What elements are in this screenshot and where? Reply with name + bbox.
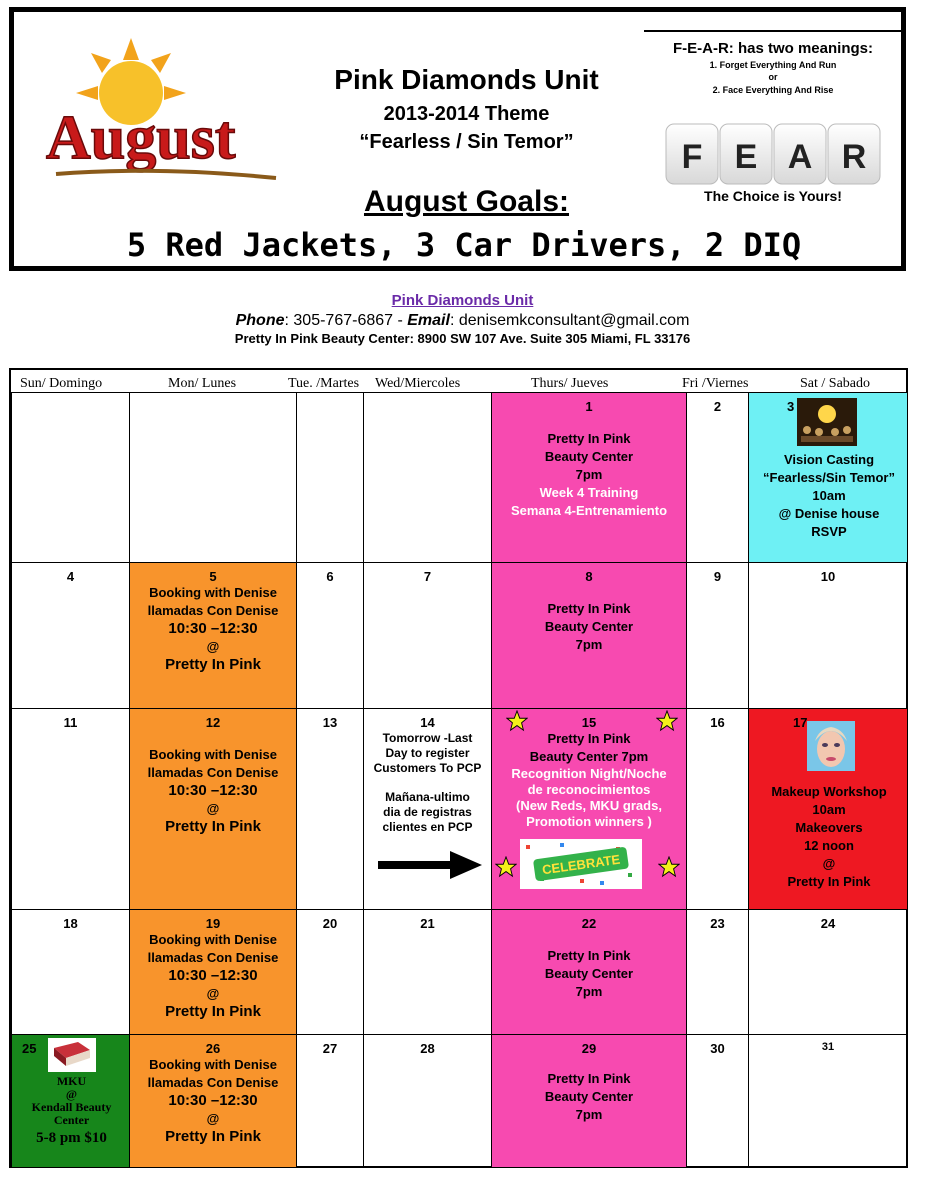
event-line: 7pm — [575, 467, 603, 482]
goals-colon: : — [559, 185, 569, 218]
event-line: Pretty In Pink — [547, 431, 631, 446]
day-number: 10 — [820, 569, 836, 584]
confetti-icon — [520, 839, 642, 889]
event-line: Week 4 Training — [539, 485, 639, 500]
event-line: @ — [206, 1111, 220, 1126]
theme-name: “Fearless / Sin Temor” — [359, 131, 574, 153]
event-line: Mañana-ultimo — [385, 790, 470, 804]
makeup-face-icon — [807, 721, 855, 771]
fear-panel — [644, 30, 902, 210]
event-line: 10:30 –12:30 — [168, 620, 258, 637]
calendar-cell-day-31[interactable] — [748, 1034, 908, 1168]
event-line: Pretty In Pink — [547, 601, 631, 616]
celebrate-banner — [520, 839, 642, 889]
day-number: 28 — [420, 1041, 435, 1056]
event-line: Vision Casting — [783, 452, 875, 467]
event-line: Booking with Denise — [149, 585, 277, 600]
calendar-cell-empty — [129, 392, 297, 563]
event-line: @ — [822, 856, 836, 871]
calendar-cell-day-6[interactable] — [296, 562, 364, 709]
event-line: Makeup Workshop — [771, 784, 887, 799]
day-header-fri: Fri /Viernes — [682, 376, 749, 391]
event-line: Pretty In Pink — [165, 1128, 261, 1145]
event-line: 12 noon — [804, 838, 854, 853]
event-line: Booking with Denise — [149, 932, 277, 947]
day-number: 27 — [322, 1041, 338, 1056]
event-line: Pretty In Pink — [547, 948, 631, 963]
event-line: (New Reds, MKU grads, — [516, 798, 662, 813]
event-line: Pretty In Pink — [165, 818, 261, 835]
event-line: Pretty In Pink — [165, 656, 261, 673]
event-line: Pretty In Pink — [787, 874, 871, 889]
day-number: 7 — [423, 569, 432, 584]
event-line: MKU — [56, 1074, 87, 1088]
contact-unit-link[interactable]: Pink Diamonds Unit — [391, 292, 534, 309]
event-line: de reconocimientos — [527, 782, 651, 797]
event-line: 10am — [812, 802, 846, 817]
calendar-cell-day-26[interactable] — [129, 1034, 297, 1168]
event-line: Beauty Center — [544, 619, 634, 634]
email-label: Email — [407, 312, 450, 329]
fear-cube-a: A — [787, 138, 813, 176]
day-number: 13 — [322, 715, 338, 730]
day-number: 6 — [326, 569, 334, 584]
event-line: Recognition Night/Noche — [511, 766, 667, 781]
calendar-cell-day-29[interactable] — [491, 1034, 687, 1168]
calendar-cell-day-28[interactable] — [363, 1034, 492, 1168]
event-line: “Fearless/Sin Temor” — [763, 470, 895, 485]
fear-meaning-1: 1. Forget Everything And Run — [709, 60, 837, 70]
day-number: 11 — [63, 715, 78, 730]
svg-text:August: August — [46, 104, 236, 172]
calendar-cell-day-5[interactable] — [129, 562, 297, 709]
event-line: 10:30 –12:30 — [168, 967, 258, 984]
calendar-cell-day-12[interactable] — [129, 708, 297, 910]
day-number: 5 — [209, 569, 217, 584]
event-line: Beauty Center — [544, 1089, 634, 1104]
event-line: Booking with Denise — [149, 1057, 277, 1072]
event-line: Semana 4-Entrenamiento — [510, 503, 668, 518]
day-header-wed: Wed/Miercoles — [375, 376, 461, 391]
fear-choice: The Choice is Yours! — [704, 188, 842, 204]
calendar-cell-day-3[interactable] — [748, 392, 908, 563]
event-line: Center — [53, 1113, 90, 1127]
day-number: 14 — [420, 715, 435, 730]
goals-title-text: August Goals — [363, 185, 559, 218]
fear-divider — [644, 30, 902, 32]
goals-text: 5 Red Jackets, 3 Car Drivers, 2 DIQ — [126, 226, 802, 264]
fear-cube-r: R — [841, 138, 867, 176]
calendar-cell-day-1[interactable] — [491, 392, 687, 563]
day-number: 19 — [205, 916, 221, 931]
phone-label: Phone — [235, 312, 285, 329]
lightbulb-team-icon — [797, 398, 857, 446]
day-header-thu: Thurs/ Jueves — [531, 376, 609, 391]
event-line: Beauty Center — [544, 966, 634, 981]
day-number: 23 — [710, 916, 725, 931]
calendar-cell-day-7[interactable] — [363, 562, 492, 709]
event-line: Pretty In Pink — [165, 1003, 261, 1020]
calendar — [9, 368, 908, 1168]
svg-text:CELEBRATE: CELEBRATE — [541, 851, 621, 878]
calendar-cell-day-22[interactable] — [491, 909, 687, 1035]
calendar-cell-day-30[interactable] — [686, 1034, 749, 1168]
event-line: Kendall Beauty — [31, 1100, 112, 1114]
event-line: @ — [206, 801, 220, 816]
fear-title: F-E-A-R: has two meanings: — [672, 40, 873, 57]
day-number: 30 — [710, 1041, 725, 1056]
star-icon — [495, 856, 517, 878]
day-number: 16 — [710, 715, 725, 730]
event-line: 10am — [812, 488, 846, 503]
day-number: 25 — [22, 1041, 37, 1056]
event-line: Tomorrow -Last — [382, 731, 473, 745]
event-line: 7pm — [575, 1107, 603, 1122]
calendar-cell-day-23[interactable] — [686, 909, 749, 1035]
event-line: Promotion winners ) — [526, 814, 652, 829]
august-logo-sun-icon — [36, 38, 306, 198]
event-line: 7pm — [575, 984, 603, 999]
day-number: 20 — [322, 916, 338, 931]
star-icon — [506, 710, 528, 732]
day-number: 2 — [713, 399, 722, 414]
day-number: 24 — [820, 916, 836, 931]
day-number: 1 — [585, 399, 593, 414]
event-line: llamadas Con Denise — [147, 765, 279, 780]
day-number: 29 — [581, 1041, 597, 1056]
header-banner — [9, 7, 906, 271]
fear-or: or — [768, 72, 778, 82]
day-number: 3 — [787, 399, 795, 414]
event-line: @ — [65, 1087, 78, 1101]
event-line: Makeovers — [795, 820, 863, 835]
event-line: 10:30 –12:30 — [168, 1092, 258, 1109]
star-icon — [658, 856, 680, 878]
calendar-cell-day-10[interactable] — [748, 562, 908, 709]
book-icon — [48, 1038, 96, 1072]
calendar-cell-day-24[interactable] — [748, 909, 908, 1035]
star-icon — [656, 710, 678, 732]
event-line: Customers To PCP — [373, 761, 482, 775]
event-line: 5-8 pm $10 — [36, 1130, 107, 1146]
day-header-mon: Mon/ Lunes — [168, 376, 237, 391]
calendar-cell-day-27[interactable] — [296, 1034, 364, 1168]
fear-meaning-2: 2. Face Everything And Rise — [712, 85, 834, 95]
contact-address: Pretty In Pink Beauty Center: 8900 SW 107 Ave. Suite 305 Miami, FL 33176 — [234, 331, 691, 346]
event-line: dia de registras — [383, 805, 472, 819]
goals-title — [304, 185, 629, 219]
event-line: Day to register — [385, 746, 470, 760]
calendar-cell-day-18[interactable] — [11, 909, 130, 1035]
event-line: RSVP — [811, 524, 847, 539]
unit-title: Pink Diamonds Unit — [334, 64, 599, 95]
day-number: 9 — [713, 569, 722, 584]
calendar-cell-day-20[interactable] — [296, 909, 364, 1035]
calendar-cell-day-11[interactable] — [11, 708, 130, 910]
calendar-cell-day-8[interactable] — [491, 562, 687, 709]
event-line: Pretty In Pink — [547, 1071, 631, 1086]
fear-dice-icon — [664, 102, 884, 194]
phone-value: 305-767-6867 — [293, 312, 394, 329]
event-line: llamadas Con Denise — [147, 950, 279, 965]
calendar-cell-day-9[interactable] — [686, 562, 749, 709]
fear-cube-e: E — [734, 138, 758, 176]
event-line: llamadas Con Denise — [147, 1075, 279, 1090]
calendar-cell-day-25[interactable] — [11, 1034, 130, 1168]
event-line: Booking with Denise — [149, 747, 277, 762]
day-number: 17 — [793, 715, 808, 730]
calendar-cell-day-15[interactable] — [491, 708, 687, 910]
event-line: llamadas Con Denise — [147, 603, 279, 618]
day-number: 8 — [585, 569, 593, 584]
calendar-cell-day-21[interactable] — [363, 909, 492, 1035]
fear-cube-f: F — [681, 138, 703, 176]
day-number: 21 — [420, 916, 435, 931]
calendar-cell-day-19[interactable] — [129, 909, 297, 1035]
calendar-cell-day-2[interactable] — [686, 392, 749, 563]
calendar-cell-day-4[interactable] — [11, 562, 130, 709]
day-number: 31 — [821, 1041, 835, 1053]
event-line: @ Denise house — [778, 506, 880, 521]
arrow-right-icon — [378, 851, 482, 879]
event-line: 7pm — [575, 637, 603, 652]
day-header-sat: Sat / Sabado — [800, 376, 870, 391]
calendar-cell-empty — [363, 392, 492, 563]
event-line: Beauty Center — [544, 449, 634, 464]
event-line: Pretty In Pink — [547, 731, 631, 746]
event-line: @ — [206, 639, 220, 654]
calendar-cell-empty — [296, 392, 364, 563]
calendar-cell-day-16[interactable] — [686, 708, 749, 910]
day-number: 26 — [205, 1041, 221, 1056]
day-number: 18 — [63, 916, 78, 931]
event-line: 10:30 –12:30 — [168, 782, 258, 799]
day-number: 22 — [581, 916, 597, 931]
calendar-cell-day-17[interactable] — [748, 708, 908, 910]
event-line: @ — [206, 986, 220, 1001]
day-number: 15 — [581, 715, 597, 730]
calendar-cell-day-14[interactable] — [363, 708, 492, 910]
day-number: 12 — [205, 715, 221, 730]
day-number: 4 — [66, 569, 75, 584]
theme-year: 2013-2014 Theme — [383, 103, 550, 125]
event-line: clientes en PCP — [382, 820, 473, 834]
calendar-cell-empty — [11, 392, 130, 563]
email-value[interactable]: denisemkconsultant@gmail.com — [458, 312, 690, 329]
day-header-sun: Sun/ Domingo — [20, 376, 103, 391]
contact-phone-email: Phone: 305-767-6867 - Email: denisemkconsultant@gmail.com — [235, 312, 690, 329]
day-header-tue: Tue. /Martes — [288, 376, 360, 391]
event-line: Beauty Center 7pm — [529, 749, 649, 764]
calendar-cell-day-13[interactable] — [296, 708, 364, 910]
